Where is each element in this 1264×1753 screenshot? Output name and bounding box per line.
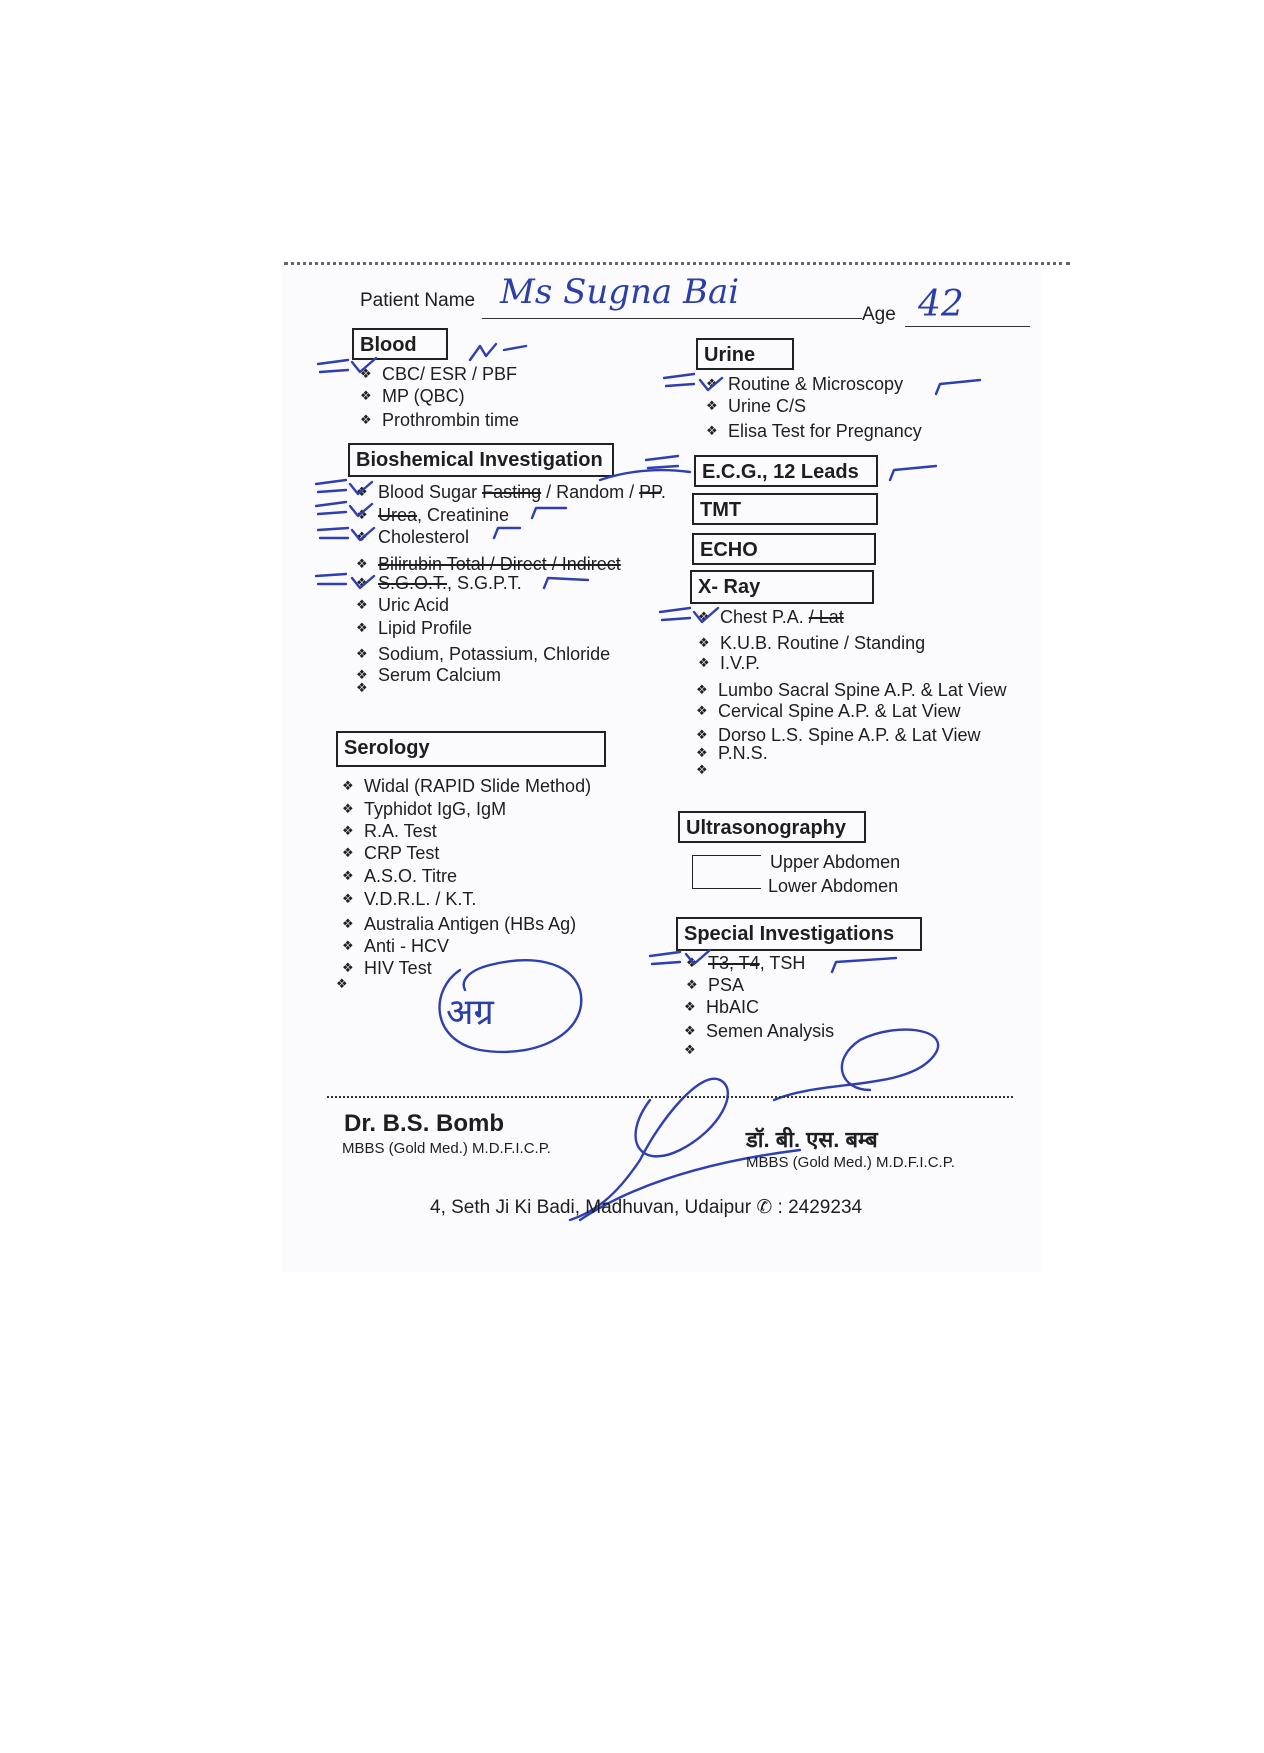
xray-item-pns: ❖ P.N.S. — [696, 743, 768, 763]
serology-item-blank: ❖ — [336, 976, 348, 991]
hand-stamp-text: अग्र — [446, 992, 494, 1033]
biochem-item-creatinine: ❖ Urea, Creatinine — [356, 505, 510, 525]
biochem-item-electrolytes: ❖ Sodium, Potassium, Chloride — [356, 644, 611, 664]
ecg-section-title: E.C.G., 12 Leads — [694, 455, 878, 487]
blood-section-title: Blood — [352, 328, 448, 360]
serology-item-crp: ❖ CRP Test — [342, 843, 440, 863]
serology-item-hiv: ❖ HIV Test — [342, 958, 432, 978]
special-item-semen: ❖ Semen Analysis — [684, 1021, 835, 1041]
biochem-item-uric-acid: ❖ Uric Acid — [356, 595, 450, 615]
patient-name-value: Ms Sugna Bai — [500, 272, 740, 312]
footer-divider — [327, 1096, 1013, 1098]
xray-item-blank: ❖ — [696, 762, 708, 777]
biochem-item-cholesterol: ❖ Cholesterol — [356, 527, 470, 547]
age-value: 42 — [918, 284, 964, 325]
doctor-name-hindi: डॉ. बी. एस. बम्ब — [746, 1127, 878, 1152]
serology-item-anti-hcv: ❖ Anti - HCV — [342, 936, 450, 956]
serology-item-australia-antigen: ❖ Australia Antigen (HBs Ag) — [342, 914, 577, 934]
serology-item-typhidot: ❖ Typhidot IgG, IgM — [342, 799, 507, 819]
tmt-section-title: TMT — [692, 493, 878, 525]
xray-item-chest: ❖ Chest P.A. / Lat — [698, 607, 844, 627]
special-item-hbaic: ❖ HbAIC — [684, 997, 760, 1017]
special-item-blank: ❖ — [684, 1042, 696, 1057]
usg-item-lower-abdomen: Lower Abdomen — [768, 876, 899, 896]
xray-item-kub: ❖ K.U.B. Routine / Standing — [698, 633, 926, 653]
serology-item-ra: ❖ R.A. Test — [342, 821, 437, 841]
echo-section-title: ECHO — [692, 533, 876, 565]
special-section-title: Special Investigations — [676, 917, 922, 951]
biochem-section-title: Bioshemical Investigation — [348, 443, 614, 477]
urine-item-elisa: ❖ Elisa Test for Pregnancy — [706, 421, 922, 441]
doctor-degree-hindi: MBBS (Gold Med.) M.D.F.I.C.P. — [746, 1154, 955, 1171]
biochem-item-blank: ❖ — [356, 680, 368, 695]
clinic-address: 4, Seth Ji Ki Badi, Madhuvan, Udaipur ✆ : 2429234 — [430, 1197, 863, 1218]
doctor-degree-english: MBBS (Gold Med.) M.D.F.I.C.P. — [342, 1140, 551, 1157]
serology-item-widal: ❖ Widal (RAPID Slide Method) — [342, 776, 592, 796]
serology-item-aso: ❖ A.S.O. Titre — [342, 866, 458, 886]
biochem-item-bilirubin: ❖ Bilirubin Total / Direct / Indirect — [356, 554, 621, 574]
special-item-psa: ❖ PSA — [686, 975, 745, 995]
xray-item-cervical: ❖ Cervical Spine A.P. & Lat View — [696, 701, 961, 721]
serology-item-vdrl: ❖ V.D.R.L. / K.T. — [342, 889, 477, 909]
xray-item-ivp: ❖ I.V.P. — [698, 653, 761, 673]
usg-section-title: Ultrasonography — [678, 811, 866, 843]
special-item-tsh: ❖ T3, T4, TSH — [686, 953, 806, 973]
urine-section-title: Urine — [696, 338, 794, 370]
xray-item-lumbo-sacral: ❖ Lumbo Sacral Spine A.P. & Lat View — [696, 680, 1007, 700]
xray-section-title: X- Ray — [690, 570, 874, 604]
biochem-item-blood-sugar: ❖ Blood Sugar Fasting / Random / PP. — [356, 482, 666, 502]
urine-item-routine: ❖ Routine & Microscopy — [706, 374, 904, 394]
urine-item-culture: ❖ Urine C/S — [706, 396, 807, 416]
xray-item-dorso-ls: ❖ Dorso L.S. Spine A.P. & Lat View — [696, 725, 981, 745]
biochem-item-lipid-profile: ❖ Lipid Profile — [356, 618, 473, 638]
doctor-name-english: Dr. B.S. Bomb — [344, 1110, 505, 1137]
age-label: Age — [862, 304, 896, 325]
patient-name-label: Patient Name — [360, 290, 476, 311]
blood-item-cbc: ❖ CBC/ ESR / PBF — [360, 364, 518, 384]
serology-section-title: Serology — [336, 731, 606, 767]
blood-item-prothrombin: ❖ Prothrombin time — [360, 410, 520, 430]
usg-item-upper-abdomen: Upper Abdomen — [770, 852, 901, 872]
biochem-item-serum-calcium: ❖ Serum Calcium — [356, 665, 502, 685]
blood-item-mp: ❖ MP (QBC) — [360, 386, 465, 406]
biochem-item-sgpt: ❖ S.G.O.T., S.G.P.T. — [356, 573, 522, 593]
